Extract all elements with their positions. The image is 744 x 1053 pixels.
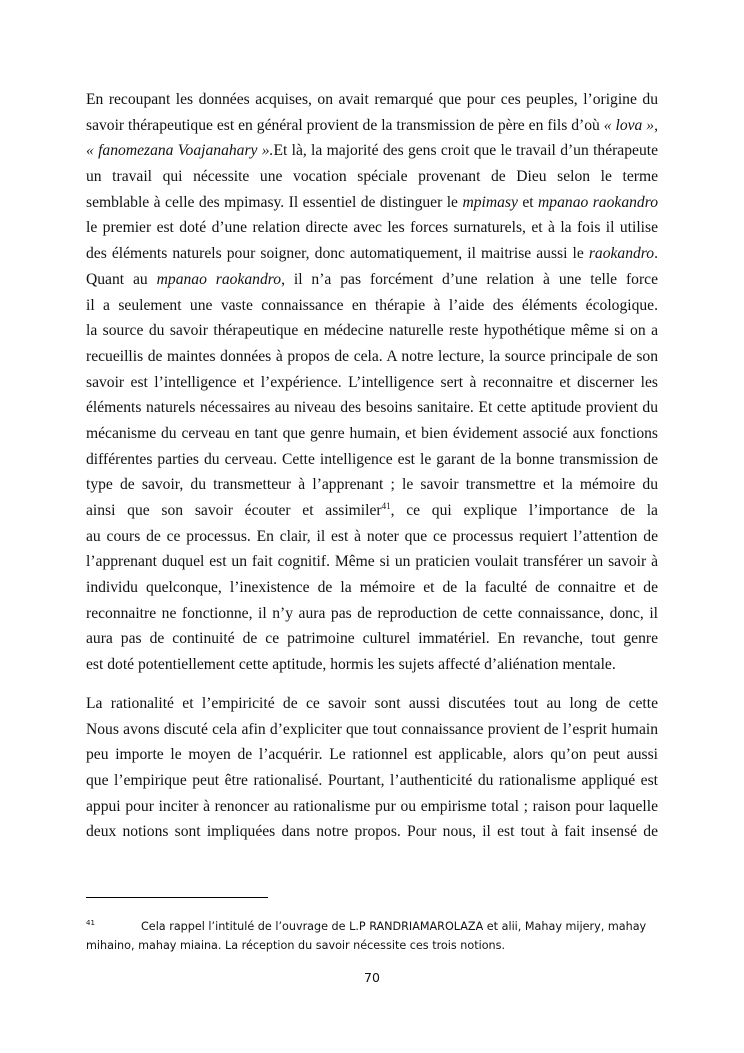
text-line [86, 717, 658, 743]
text-line [86, 215, 658, 241]
text-segment: appui pour inciter à renoncer au rationalisme pur ou empirisme total ; raison pour laquelle [86, 797, 658, 815]
text-line [86, 421, 658, 447]
text-line [86, 549, 658, 575]
text-line [86, 742, 658, 768]
text-segment: différentes parties du cerveau. Cette intelligence est le garant de la bonne transmission de [86, 450, 658, 468]
footnote-number: 41 [86, 919, 95, 927]
text-line [86, 190, 658, 216]
text-line [86, 344, 658, 370]
text-segment: mécanisme du cerveau en tant que genre humain, et bien évidement associé aux fonctions [86, 424, 658, 442]
text-line [86, 241, 658, 267]
text-line [86, 768, 658, 794]
footnote-separator [86, 897, 268, 898]
text-segment: Quant au [86, 270, 157, 288]
text-segment: En recoupant les données acquises, on avait remarqué que pour ces peuples, l’origine du [86, 91, 658, 108]
text-line [86, 267, 658, 293]
text-segment: . [654, 245, 658, 263]
text-segment: type de savoir, du transmetteur à l’apprenant ; le savoir transmettre et la mémoire du [86, 476, 658, 494]
italic-term: « fanomezana Voajanahary ». [86, 142, 274, 160]
text-line [86, 575, 658, 601]
text-segment: peu importe le moyen de l’acquérir. Le rationnel est applicable, alors qu’on peut aussi [86, 746, 658, 764]
text-segment: un travail qui nécessite une vocation spéciale provenant de Dieu selon le terme [86, 168, 658, 186]
text-line [86, 293, 658, 319]
text-line [86, 652, 658, 678]
text-segment: le premier est doté d’une relation directe avec les forces surnaturels, et à la fois il utilise [86, 219, 658, 237]
text-segment: deux notions sont impliquées dans notre propos. Pour nous, il est tout à fait insensé de [86, 823, 658, 841]
paragraph-2 [86, 691, 658, 845]
text-line [86, 472, 658, 498]
text-line [86, 498, 658, 524]
text-segment: individu quelconque, l’inexistence de la mémoire et de la faculté de connaitre et de [86, 579, 658, 597]
text-line [86, 601, 658, 627]
text-segment: Et là, la majorité des gens croit que le travail d’un thérapeute [273, 142, 658, 160]
text-segment: savoir thérapeutique est en général provient de la transmission de père en fils d’où [86, 116, 604, 134]
italic-term: raokandro [588, 245, 655, 263]
text-segment: que l’empirique peut être rationalisé. Pourtant, l’authenticité du rationalisme appliqué est [86, 772, 658, 790]
text-segment: semblable à celle des mpimasy. Il essentiel de distinguer le [86, 193, 463, 211]
text-segment: La rationalité et l’empiricité de ce savoir sont aussi discutées tout au long de cette [86, 695, 658, 712]
text-line [86, 318, 658, 344]
text-segment: des éléments naturels pour soigner, donc automatiquement, il maitrise aussi le [86, 245, 589, 263]
footnote-text: Cela rappel l’intitulé de l’ouvrage de L.P RANDRIAMAROLAZA et alii, Mahay mijery, mahay mihaino, mahay miaina. La réception du savoir nécessite ces trois notions. [86, 920, 647, 952]
text-line [86, 447, 658, 473]
text-segment: , il n’a pas forcément d’une relation à une telle force [281, 270, 658, 288]
italic-term: mpanao raokandro [538, 193, 658, 211]
text-segment: est doté potentiellement cette aptitude, hormis les sujets affecté d’aliénation mentale. [86, 656, 616, 674]
text-segment: la source du savoir thérapeutique en médecine naturelle reste hypothétique même si on a [86, 322, 658, 340]
text-segment: l’apprenant duquel est un fait cognitif. Même si un praticien voulait transférer un savoir à [86, 553, 658, 571]
text-segment: savoir est l’intelligence et l’expérience. L’intelligence sert à reconnaitre et discerner les [86, 373, 658, 391]
text-segment: au cours de ce processus. En clair, il est à noter que ce processus requiert l’attention de [86, 527, 658, 545]
italic-term: mpanao raokandro [156, 270, 282, 288]
text-segment: ainsi que son savoir écouter et assimiler [86, 502, 382, 519]
text-segment: recueillis de maintes données à propos de cela. A notre lecture, la source principale de son [86, 347, 658, 365]
text-line [86, 87, 658, 113]
text-segment: , ce qui explique l’importance de la [390, 502, 658, 519]
text-line [86, 138, 658, 164]
text-segment: aura pas de continuité de ce patrimoine culturel immatériel. En revanche, tout genre [86, 630, 658, 648]
text-line [86, 395, 658, 421]
text-segment: reconnaitre ne fonctionne, il n’y aura pas de reproduction de cette connaissance, donc, il [86, 604, 658, 622]
text-line [86, 794, 658, 820]
footnote-reference: 41 [381, 501, 391, 511]
italic-term: mpimasy [462, 193, 518, 211]
text-segment: il a seulement une vaste connaissance en thérapie à l’aide des éléments écologique. [86, 296, 658, 314]
text-line [86, 524, 658, 550]
paragraph-1 [86, 87, 658, 678]
text-line [86, 164, 658, 190]
text-segment: et [517, 193, 539, 211]
text-line [86, 819, 658, 845]
footnote [86, 914, 666, 955]
text-line [86, 691, 658, 717]
text-segment: éléments naturels nécessaires au niveau des besoins sanitaire. Et cette aptitude provient du [86, 399, 658, 417]
text-line [86, 370, 658, 396]
text-line [86, 626, 658, 652]
italic-term: « lova », [603, 116, 658, 134]
text-segment: Nous avons discuté cela afin d’expliciter que tout connaissance provient de l’esprit humain [86, 720, 658, 738]
page-number: 70 [364, 970, 380, 985]
text-line [86, 113, 658, 139]
